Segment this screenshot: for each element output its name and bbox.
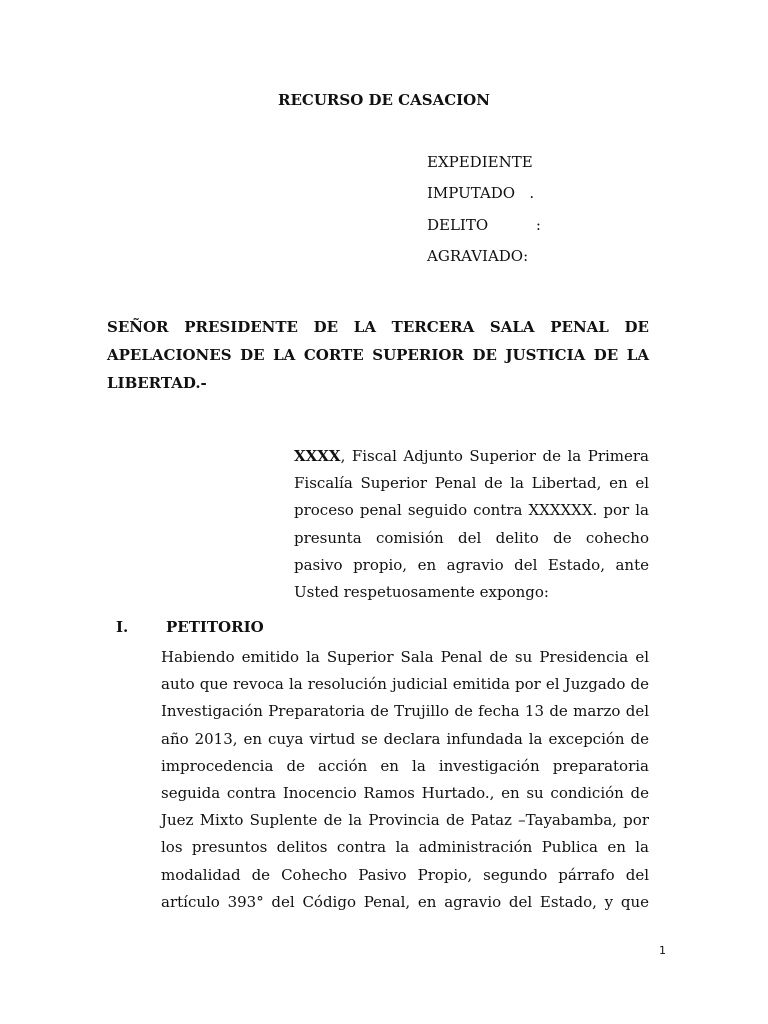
case-info-block [427,152,667,277]
section-heading [116,617,264,637]
paragraph-line: año 2013, en cuya virtud se declara infundada la excepción de [161,729,649,748]
paragraph-line: los presuntos delitos contra la administración Publica en la [161,838,649,857]
addressee-line: SEÑOR PRESIDENTE DE LA TERCERA SALA PENAL DE [107,318,649,336]
addressee-line: APELACIONES DE LA CORTE SUPERIOR DE JUSTICIA DE LA [107,346,649,364]
case-info-imputado: IMPUTADO . [427,184,535,203]
paragraph-line: seguida contra Inocencio Ramos Hurtado., en su condición de [161,784,649,803]
intro-first-line-text: , Fiscal Adjunto Superior de la Primera [340,447,649,465]
intro-line: pasivo propio, en agravio del Estado, ante [294,555,649,574]
paragraph-line: auto que revoca la resolución judicial emitida por el Juzgado de [161,675,649,694]
page-number: 1 [659,944,666,957]
intro-line: Fiscalía Superior Penal de la Libertad, en el [294,474,649,493]
addressee-line: LIBERTAD.- [107,374,207,392]
paragraph-line: improcedencia de acción en la investigación preparatoria [161,756,649,775]
intro-line: presunta comisión del delito de cohecho [294,528,649,547]
paragraph-line: Investigación Preparatoria de Trujillo de fecha 13 de marzo del [161,702,649,721]
petitorio-paragraph [161,644,649,916]
case-info-expediente: EXPEDIENTE [427,153,533,171]
addressee-block [107,313,649,397]
intro-paragraph [294,443,649,606]
section-number: I. [116,618,129,636]
paragraph-line: artículo 393° del Código Penal, en agravio del Estado, y que [161,892,649,911]
document-title: RECURSO DE CASACION [278,91,490,109]
paragraph-line: Juez Mixto Suplente de la Provincia de Pataz –Tayabamba, por [161,811,649,830]
case-info-agraviado: AGRAVIADO: [427,246,529,265]
section-title: PETITORIO [166,618,264,636]
intro-line: Usted respetuosamente expongo: [294,583,549,602]
prosecutor-name: XXXX [294,447,341,465]
intro-line: proceso penal seguido contra XXXXXX. por la [294,501,649,520]
paragraph-line: Habiendo emitido la Superior Sala Penal de su Presidencia el [161,648,649,666]
paragraph-line: modalidad de Cohecho Pasivo Propio, segundo párrafo del [161,865,649,884]
case-info-delito: DELITO : [427,215,541,234]
intro-line [294,443,649,470]
